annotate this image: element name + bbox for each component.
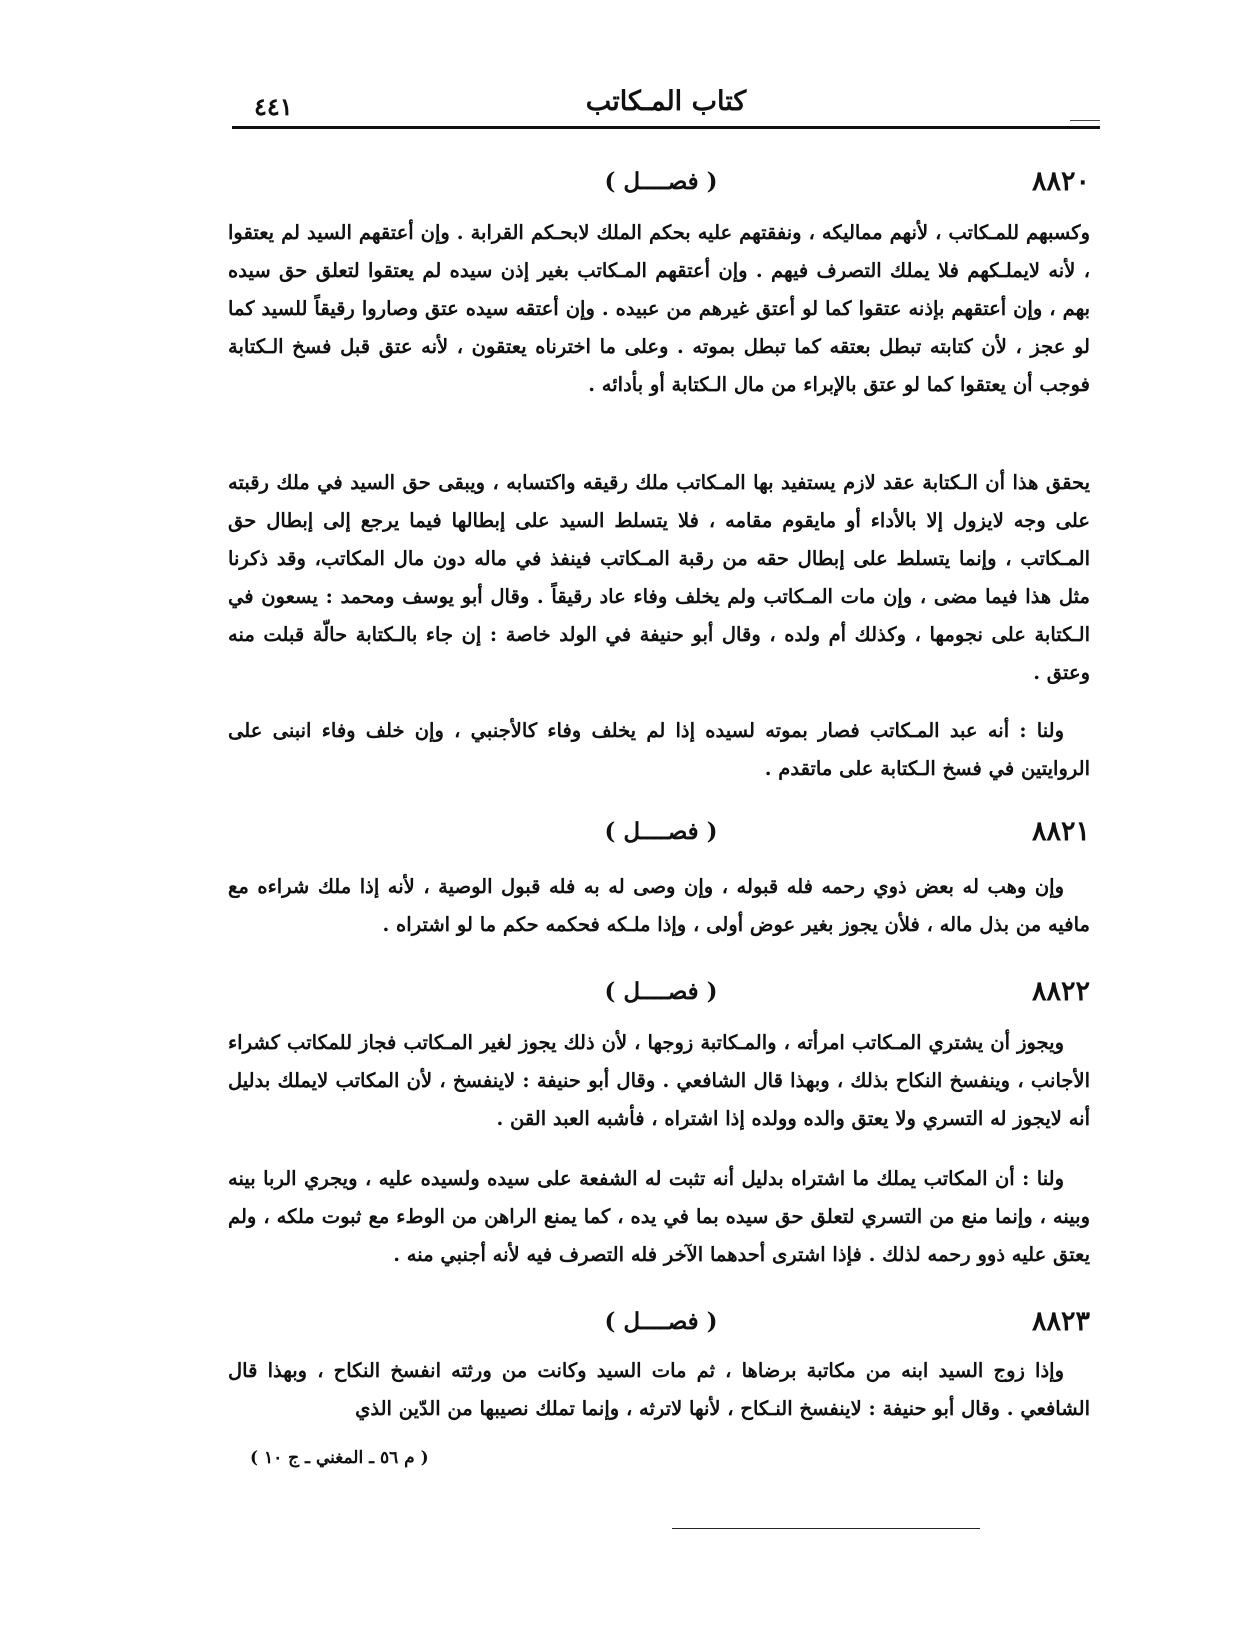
section-label: ( فصــــل ): [604, 168, 718, 195]
paragraph: وكسبهم للمـكاتب ، لأنهم مماليكه ، ونفقتهم عليه بحكم الملك لابحـكم القرابة . وإن أعتقهم السيد لم يعتقوا ، لأنه لايملـكهم فلا يملك التصرف فيهم . وإن أعتقهم المـكاتب بغير إذن سيده لم يعتقوا لتعلق حق سيده بهم ، وإن أعتقهم بإذنه عتقوا كما لو أعتق غيرهم من عبيده . وإن أعتقه سيده عتق وصاروا رقيقاً للسيد كما لو عجز ، لأن كتابته تبطل بعتقه كما تبطل بموته . وعلى ما اخترناه يعتقون ، لأنه عتق قبل فسخ الـكتابة فوجب أن يعتقوا كما لو عتق بالإبراء من مال الـكتابة أو بأدائه .: [228, 221, 1090, 396]
section-number: ٨٨٢٠: [1031, 166, 1090, 197]
chapter-title: كتاب المـكاتب: [585, 86, 747, 117]
section-number: ٨٨٢٢: [1031, 976, 1090, 1007]
section-heading: [232, 166, 1090, 206]
paragraph: ولنا : أنه عبد المـكاتب فصار بموته لسيده إذا لم يخلف وفاء كالأجنبي ، وإن خلف وفاء انبنى على الروايتين في فسخ الـكتابة على ماتقدم .: [228, 719, 1090, 780]
section-number: ٨٨٢٣: [1031, 1306, 1090, 1337]
running-head: [232, 86, 1100, 126]
paragraph: وإن وهب له بعض ذوي رحمه فله قبوله ، وإن وصى له به فله قبول الوصية ، لأنه إذا ملك شراءه مع مافيه من بذل ماله ، فلأن يجوز بغير عوض أولى ، وإذا ملـكه فحكمه حكم ما لو اشتراه .: [228, 875, 1090, 936]
section-heading: [232, 816, 1090, 856]
header-rule: [232, 126, 1100, 129]
section-label: ( فصــــل ): [604, 978, 718, 1005]
header-rule-tail: [1070, 120, 1100, 121]
section-heading: [232, 1306, 1090, 1346]
section-label: ( فصــــل ): [604, 1308, 718, 1335]
bottom-rule: [672, 1528, 980, 1529]
section-label: ( فصــــل ): [604, 818, 718, 845]
paragraph: ولنا : أن المكاتب يملك ما اشتراه بدليل أنه تثبت له الشفعة على سيده ولسيده عليه ، ويجري الربا بينه وبينه ، وإنما منع من التسري لتعلق حق سيده بما في يده ، كما يمنع الراهن من الوطء مع ثبوت ملكه ، ولم يعتق عليه ذوو رحمه لذلك . فإذا اشترى أحدهما الآخر فله التصرف فيه لأنه أجنبي منه .: [228, 1167, 1090, 1266]
paragraph: وإذا زوج السيد ابنه من مكاتبة برضاها ، ثم مات السيد وكانت من ورثته انفسخ النكاح ، وبهذا قال الشافعي . وقال أبو حنيفة : لاينفسخ النـكاح ، لأنها لاترثه ، وإنما تملك نصيبها من الدّين الذي: [228, 1359, 1090, 1420]
paragraph: ويجوز أن يشتري المـكاتب امرأته ، والمـكاتبة زوجها ، لأن ذلك يجوز لغير المـكاتب فجاز للمكاتب كشراء الأجانب ، وينفسخ النكاح بذلك ، وبهذا قال الشافعي . وقال أبو حنيفة : لاينفسخ ، لأن المكاتب لايملك بدليل أنه لايجوز له التسري ولا يعتق والده وولده إذا اشتراه ، فأشبه العبد القن .: [228, 1031, 1090, 1130]
section-heading: [232, 976, 1090, 1016]
section-number: ٨٨٢١: [1031, 816, 1090, 847]
page-number: ٤٤١: [254, 92, 293, 121]
signature-mark: ( م ٥٦ ـ المغني ـ ج ١٠ ): [250, 1448, 429, 1468]
paragraph: يحقق هذا أن الـكتابة عقد لازم يستفيد بها المـكاتب ملك رقيقه واكتسابه ، ويبقى حق السيد في ملك رقبته على وجه لايزول إلا بالأداء أو مايقوم مقامه ، فلا يتسلط السيد على إبطالها فيما يرجع إلى إبطال حق المـكاتب ، وإنما يتسلط على إبطال حقه من رقبة المـكاتب فينفذ في ماله دون مال المكاتب، وقد ذكرنا مثل هذا فيما مضى ، وإن مات المـكاتب ولم يخلف وفاء عاد رقيقاً . وقال أبو يوسف ومحمد : يسعون في الـكتابة على نجومها ، وكذلك أم ولده ، وقال أبو حنيفة في الولد خاصة : إن جاء بالـكتابة حالّة قبلت منه وعتق .: [228, 471, 1090, 684]
